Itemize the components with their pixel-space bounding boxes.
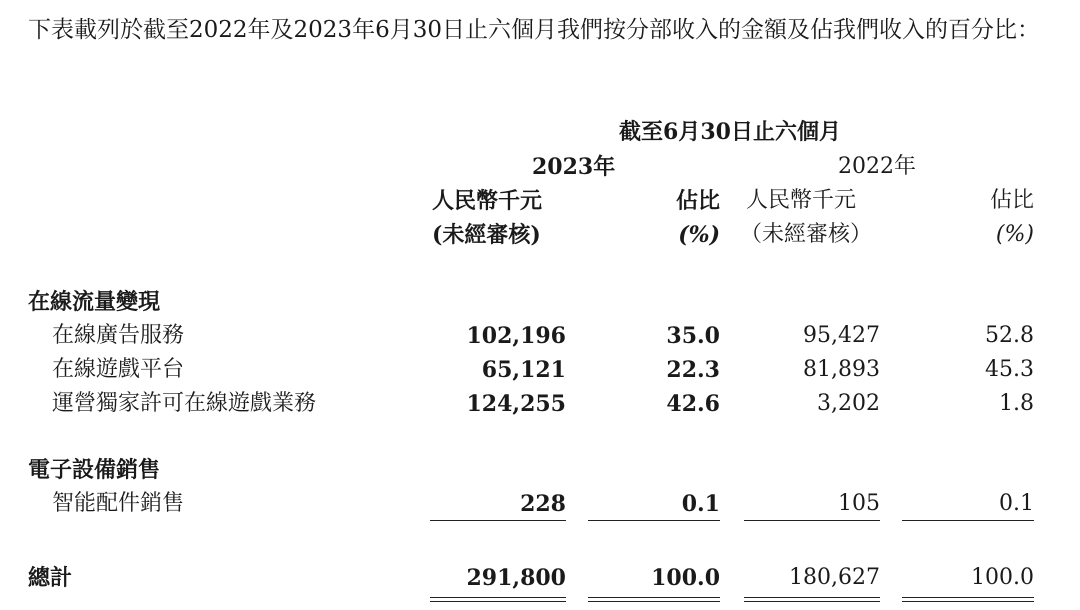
pct-2022: 0.1 bbox=[999, 491, 1034, 516]
rmb-header-2023: 人民幣千元 bbox=[432, 188, 543, 214]
pct-header-2023: 佔比 bbox=[675, 188, 720, 214]
pct-2023: 22.3 bbox=[666, 357, 720, 383]
total-value-2023: 291,800 bbox=[466, 565, 566, 591]
total-pct-2022: 100.0 bbox=[971, 565, 1034, 590]
subtotal-rule bbox=[588, 520, 720, 521]
pct-2022: 45.3 bbox=[985, 357, 1034, 382]
total-double-rule bbox=[744, 597, 880, 598]
total-double-rule bbox=[588, 601, 720, 602]
value-2023: 228 bbox=[520, 491, 566, 517]
pct-unit-2023: (%) bbox=[678, 222, 720, 248]
value-2023: 65,121 bbox=[481, 357, 566, 383]
total-double-rule bbox=[430, 597, 566, 598]
pct-2022: 1.8 bbox=[999, 391, 1034, 416]
section-title-device-sales: 電子設備銷售 bbox=[28, 457, 161, 483]
pct-header-2022: 佔比 bbox=[989, 188, 1034, 213]
value-2022: 3,202 bbox=[817, 391, 880, 416]
value-2022: 105 bbox=[838, 491, 880, 516]
total-value-2022: 180,627 bbox=[789, 565, 880, 590]
unaudited-2022: （未經審核） bbox=[740, 222, 873, 247]
row-label: 智能配件銷售 bbox=[52, 491, 185, 516]
subtotal-rule bbox=[430, 520, 566, 521]
total-double-rule bbox=[744, 601, 880, 602]
row-label: 運營獨家許可在線遊戲業務 bbox=[52, 391, 317, 416]
total-label: 總計 bbox=[28, 565, 73, 591]
value-2022: 81,893 bbox=[803, 357, 880, 382]
subtotal-rule bbox=[744, 520, 880, 521]
total-pct-2023: 100.0 bbox=[651, 565, 720, 591]
intro-paragraph: 下表載列於截至2022年及2023年6月30日止六個月我們按分部收入的金額及佔我們收入的百分比： bbox=[28, 17, 1040, 43]
period-header: 截至6月30日止六個月 bbox=[619, 119, 841, 145]
pct-unit-2022: (%) bbox=[995, 222, 1034, 247]
pct-2023: 0.1 bbox=[681, 491, 720, 517]
total-double-rule bbox=[430, 601, 566, 602]
total-double-rule bbox=[902, 597, 1034, 598]
total-double-rule bbox=[588, 597, 720, 598]
row-label: 在線遊戲平台 bbox=[52, 357, 185, 382]
subtotal-rule bbox=[902, 520, 1034, 521]
value-2022: 95,427 bbox=[803, 323, 880, 348]
pct-2023: 42.6 bbox=[666, 391, 720, 417]
year-2022-header: 2022年 bbox=[838, 154, 916, 179]
year-2023-header: 2023年 bbox=[532, 154, 616, 180]
total-double-rule bbox=[902, 601, 1034, 602]
pct-2022: 52.8 bbox=[985, 323, 1034, 348]
value-2023: 124,255 bbox=[466, 391, 566, 417]
value-2023: 102,196 bbox=[466, 323, 566, 349]
rmb-header-2022: 人民幣千元 bbox=[746, 188, 857, 213]
section-title-online-traffic: 在線流量變現 bbox=[28, 289, 161, 315]
pct-2023: 35.0 bbox=[666, 323, 720, 349]
row-label: 在線廣告服務 bbox=[52, 323, 185, 348]
unaudited-2023: (未經審核) bbox=[432, 222, 541, 248]
